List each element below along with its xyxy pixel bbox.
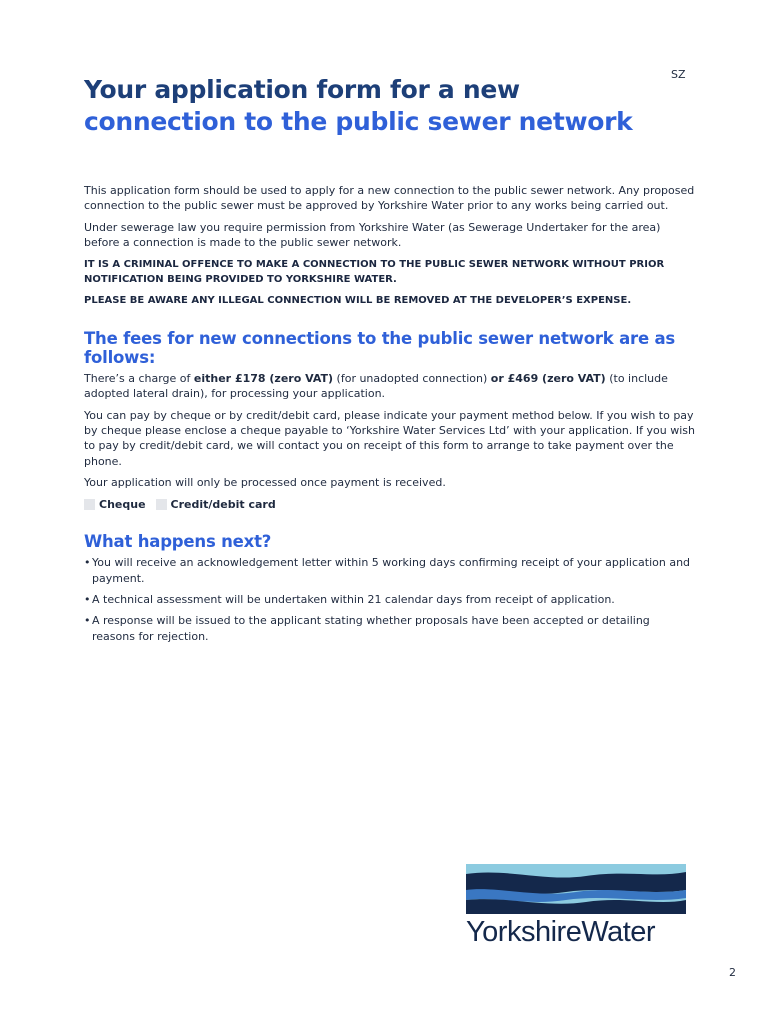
form-code: SZ (671, 68, 686, 81)
charge-adopted: or £469 (zero VAT) (490, 371, 606, 385)
bullet: • (84, 592, 91, 606)
intro-paragraph-1: This application form should be used to apply for a new connection to the public sewer network. Any proposed connection to the public sewer must be approved by Yorkshire Water prior to any works being carried out. (84, 184, 695, 213)
page-title-line1: Your application form for a new (84, 75, 520, 104)
water-waves-icon (466, 864, 686, 914)
payment-method-options (84, 497, 696, 512)
page-title (84, 74, 633, 138)
charge-prefix: There’s a charge of (84, 371, 194, 385)
charge-mid: (for unadopted connection) (333, 371, 491, 385)
bullet: • (84, 556, 91, 570)
intro-paragraph-2: Under sewerage law you require permission from Yorkshire Water (as Sewerage Undertaker for the area) before a connection is made to the public sewer network. (84, 220, 661, 250)
bullet: • (84, 614, 91, 628)
processing-paragraph: Your application will only be processed once payment is received. (84, 476, 446, 490)
criminal-offence-warning: IT IS A CRIMINAL OFFENCE TO MAKE A CONNECTION TO THE PUBLIC SEWER NETWORK WITHOUT PRIOR NOTIFICATION BEING PROVIDED TO YORKSHIRE WATER. (84, 258, 665, 286)
list-item (84, 613, 696, 644)
charge-suffix: (to include adopted lateral drain), for processing your application. (84, 371, 668, 401)
next-steps-list (84, 555, 696, 644)
logo-wordmark: YorkshireWater (466, 916, 656, 948)
next-heading: What happens next? (84, 532, 272, 552)
illegal-connection-warning: PLEASE BE AWARE ANY ILLEGAL CONNECTION WILL BE REMOVED AT THE DEVELOPER’S EXPENSE. (84, 295, 632, 307)
page-title-line2: connection to the public sewer network (84, 107, 633, 136)
page-number: 2 (729, 966, 736, 979)
cheque-label: Cheque (99, 497, 146, 511)
payment-option-cheque[interactable] (84, 497, 146, 512)
fees-heading: The fees for new connections to the public sewer network are as follows: (84, 328, 676, 367)
payment-paragraph: You can pay by cheque or by credit/debit card, please indicate your payment method below. If you wish to pay by cheque please enclose a cheque payable to ‘Yorkshire Water Services Ltd’ with your application. If you wish to pay by credit/debit card, we will contact you on receipt of this form to arrange to take payment over the phone. (84, 408, 695, 468)
list-item-text: A response will be issued to the applicant stating whether proposals have been accepted or detailing reasons for rejection. (92, 614, 650, 643)
card-label: Credit/debit card (170, 497, 276, 511)
charge-unadopted: either £178 (zero VAT) (193, 371, 334, 385)
cheque-checkbox[interactable] (84, 499, 95, 510)
card-checkbox[interactable] (156, 499, 167, 510)
payment-option-card[interactable] (156, 497, 276, 512)
charge-paragraph (84, 371, 696, 402)
form-body (84, 183, 696, 650)
list-item (84, 555, 696, 586)
list-item-text: You will receive an acknowledgement letter within 5 working days confirming receipt of your application and payment. (92, 556, 691, 585)
list-item-text: A technical assessment will be undertaken within 21 calendar days from receipt of application. (92, 592, 615, 606)
yorkshire-water-logo (466, 864, 686, 948)
list-item (84, 592, 696, 607)
